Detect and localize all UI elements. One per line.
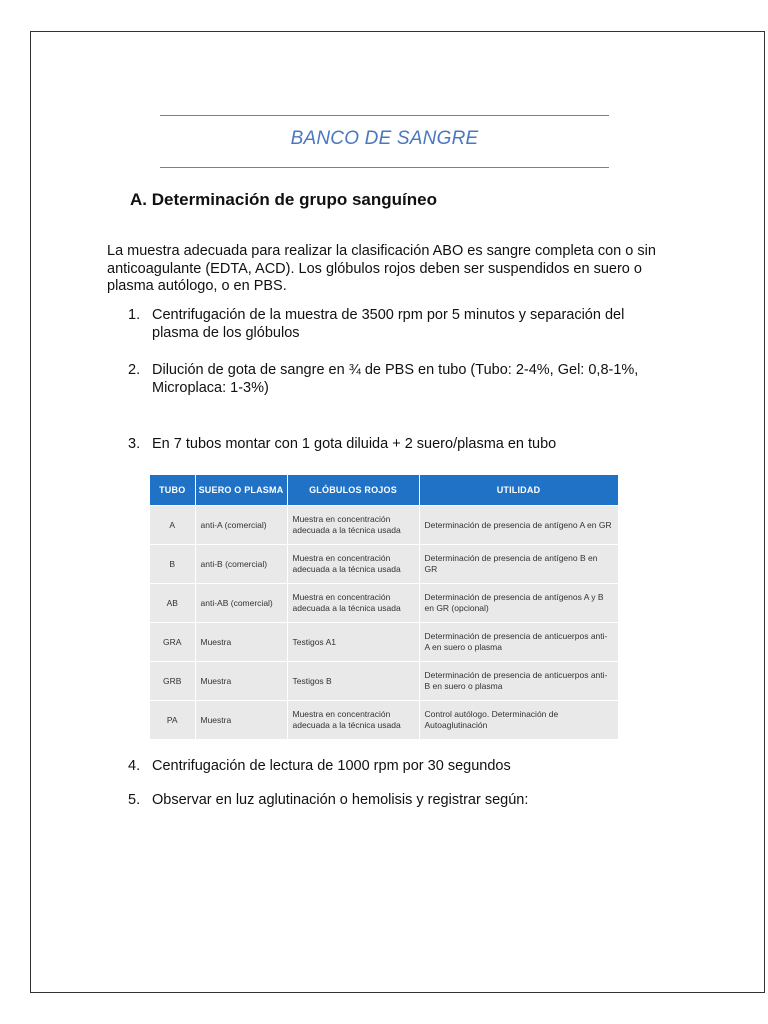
table-header-row bbox=[150, 475, 618, 506]
list-item-number: 5. bbox=[128, 792, 141, 808]
table-cell: Muestra bbox=[195, 701, 287, 740]
document-title: BANCO DE SANGRE bbox=[290, 128, 479, 149]
column-header-tubo: TUBO bbox=[150, 475, 195, 506]
table-cell: anti-B (comercial) bbox=[195, 545, 287, 584]
table-cell: Determinación de presencia de antígeno A en GR bbox=[419, 506, 618, 545]
table-cell: GRB bbox=[150, 662, 195, 701]
table-cell: Determinación de presencia de antígenos A y B en GR (opcional) bbox=[419, 584, 618, 623]
list-item bbox=[128, 792, 668, 810]
list-item-text: Centrifugación de lectura de 1000 rpm por 30 segundos bbox=[152, 758, 511, 774]
list-item-text: Centrifugación de la muestra de 3500 rpm por 5 minutos y separación del plasma de los glóbulos bbox=[152, 307, 625, 341]
list-item bbox=[128, 436, 668, 454]
column-header-globulos: GLÓBULOS ROJOS bbox=[287, 475, 419, 506]
list-item bbox=[128, 307, 668, 342]
intro-paragraph: La muestra adecuada para realizar la clasificación ABO es sangre completa con o sin anticoagulante (EDTA, ACD). Los glóbulos rojos deben ser suspendidos en suero o plasma autólogo, o en PBS. bbox=[107, 243, 656, 294]
table-cell: Testigos A1 bbox=[287, 623, 419, 662]
table-cell: Muestra en concentración adecuada a la técnica usada bbox=[287, 701, 419, 740]
list-item-number: 4. bbox=[128, 758, 141, 774]
table-row bbox=[150, 623, 618, 662]
table-cell: A bbox=[150, 506, 195, 545]
table-cell: Muestra en concentración adecuada a la técnica usada bbox=[287, 545, 419, 584]
table-cell: B bbox=[150, 545, 195, 584]
list-item bbox=[128, 362, 668, 397]
table-cell: anti-A (comercial) bbox=[195, 506, 287, 545]
table-row bbox=[150, 506, 618, 545]
table-cell: Control autólogo. Determinación de Autoaglutinación bbox=[419, 701, 618, 740]
title-rule-bottom bbox=[160, 167, 609, 168]
table-row bbox=[150, 545, 618, 584]
column-header-utilidad: UTILIDAD bbox=[419, 475, 618, 506]
table-row bbox=[150, 662, 618, 701]
blood-typing-table bbox=[150, 475, 619, 739]
list-item-number: 3. bbox=[128, 436, 141, 452]
table-cell: Muestra bbox=[195, 662, 287, 701]
section-heading: A. Determinación de grupo sanguíneo bbox=[130, 190, 437, 209]
table-cell: Determinación de presencia de anticuerpos anti-B en suero o plasma bbox=[419, 662, 618, 701]
table-cell: anti-AB (comercial) bbox=[195, 584, 287, 623]
table-cell: Determinación de presencia de antígeno B en GR bbox=[419, 545, 618, 584]
table-row bbox=[150, 701, 618, 740]
table-row bbox=[150, 584, 618, 623]
table-cell: AB bbox=[150, 584, 195, 623]
list-item-number: 2. bbox=[128, 362, 141, 378]
table-cell: Determinación de presencia de anticuerpos anti-A en suero o plasma bbox=[419, 623, 618, 662]
list-item bbox=[128, 758, 668, 776]
table-cell: PA bbox=[150, 701, 195, 740]
column-header-suero: SUERO O PLASMA bbox=[195, 475, 287, 506]
list-item-text: Dilución de gota de sangre en ¾ de PBS en tubo (Tubo: 2-4%, Gel: 0,8-1%, Microplaca: 1-3%) bbox=[152, 362, 639, 396]
table-cell: Muestra en concentración adecuada a la técnica usada bbox=[287, 506, 419, 545]
table-cell: Muestra en concentración adecuada a la técnica usada bbox=[287, 584, 419, 623]
list-item-text: En 7 tubos montar con 1 gota diluida + 2 suero/plasma en tubo bbox=[152, 436, 557, 452]
list-item-number: 1. bbox=[128, 307, 141, 323]
table-cell: Muestra bbox=[195, 623, 287, 662]
title-rule-top bbox=[160, 115, 609, 116]
table-cell: GRA bbox=[150, 623, 195, 662]
table-cell: Testigos B bbox=[287, 662, 419, 701]
list-item-text: Observar en luz aglutinación o hemolisis y registrar según: bbox=[152, 792, 529, 808]
